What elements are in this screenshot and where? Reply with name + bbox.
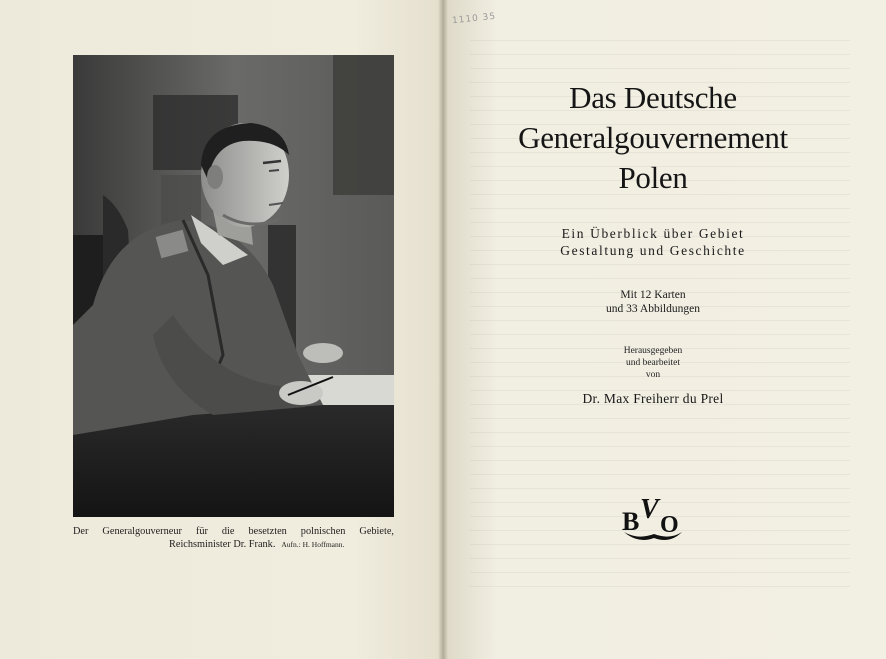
title-line-2: Generalgouvernement: [518, 120, 788, 155]
subtitle-line-1: Ein Überblick über Gebiet: [561, 226, 745, 241]
frontispiece-photo: [73, 55, 394, 517]
pencil-note: 1110 35: [451, 11, 497, 27]
caption-line-1: Der Generalgouverneur für die besetzten polnischen Gebiete,: [73, 526, 394, 537]
caption-name: Reichsminister Dr. Frank.: [169, 539, 276, 550]
maps-line-2: und 33 Abbildungen: [606, 303, 700, 315]
editor-label-line-3: von: [645, 370, 661, 380]
editor-name: Dr. Max Freiherr du Prel: [582, 391, 724, 406]
photo-credit: Aufn.: H. Hoffmann.: [281, 540, 345, 549]
title-line-1: Das Deutsche: [569, 80, 737, 115]
publisher-logo: [618, 488, 688, 548]
maps-line-1: Mit 12 Karten: [620, 289, 686, 301]
editor-label-line-2: und bearbeitet: [625, 358, 681, 368]
book-subtitle: [478, 225, 828, 259]
title-line-3: Polen: [618, 160, 688, 195]
svg-text:V: V: [640, 494, 659, 525]
maps-illustrations-note: [478, 288, 828, 316]
photo-caption: [73, 525, 394, 551]
svg-text:O: O: [660, 512, 679, 538]
caption-line-2: [73, 538, 394, 551]
svg-text:B: B: [622, 507, 640, 536]
book-title: [478, 78, 828, 198]
subtitle-line-2: Gestaltung und Geschichte: [560, 243, 746, 258]
editor-label-line-1: Herausgegeben: [623, 346, 683, 356]
book-gutter: [438, 0, 448, 659]
editor-label: [478, 345, 828, 381]
